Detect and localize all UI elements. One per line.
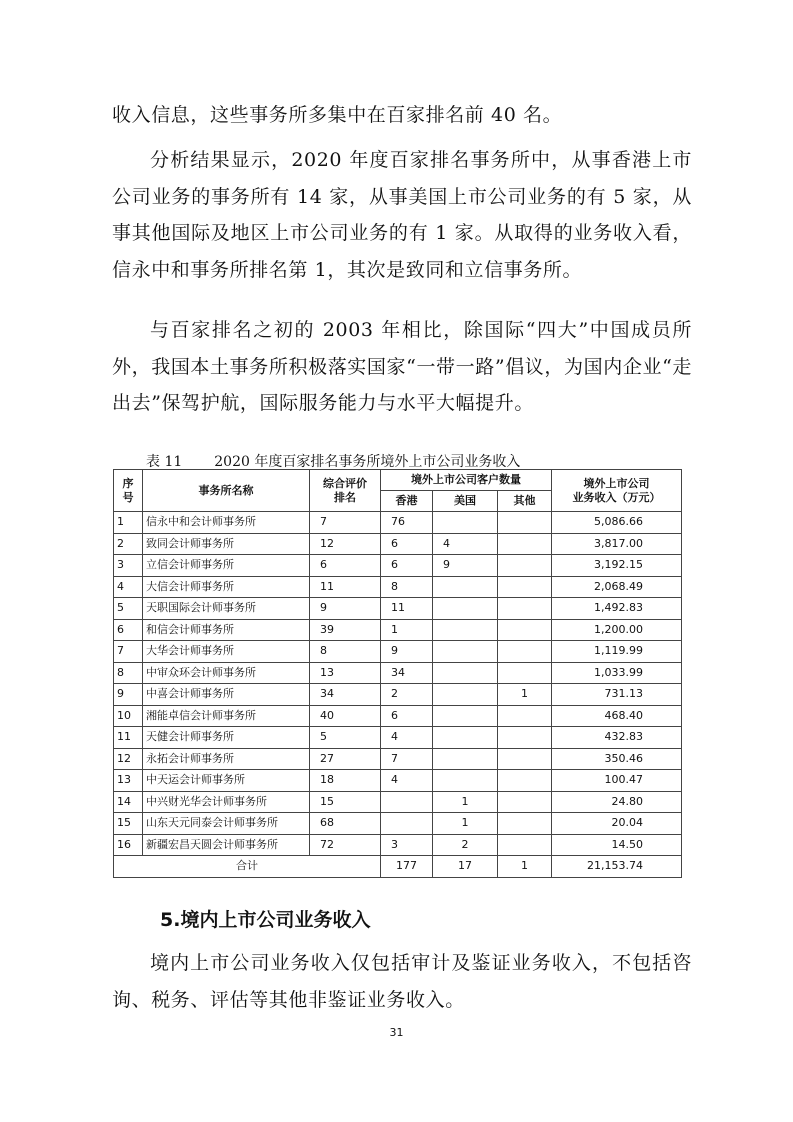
header-revenue-bottom: 业务收入（万元） — [572, 490, 661, 504]
cell-firm: 天健会计师事务所 — [143, 727, 310, 749]
cell-firm: 大信会计师事务所 — [143, 576, 310, 598]
cell-revenue: 100.47 — [552, 770, 682, 792]
table-row — [114, 834, 682, 856]
header-revenue — [552, 470, 682, 512]
cell-revenue: 3,192.15 — [552, 555, 682, 577]
header-us: 美国 — [433, 491, 498, 512]
header-revenue-top: 境外上市公司 — [583, 476, 650, 490]
cell-firm: 中喜会计师事务所 — [143, 684, 310, 706]
overseas-revenue-table — [113, 469, 682, 878]
cell-us — [433, 619, 498, 641]
cell-rank: 7 — [310, 512, 381, 534]
cell-rank: 12 — [310, 533, 381, 555]
table-caption-number: 表 11 — [146, 454, 183, 470]
cell-other — [498, 834, 552, 856]
cell-revenue: 1,492.83 — [552, 598, 682, 620]
cell-revenue: 3,817.00 — [552, 533, 682, 555]
table-row — [114, 770, 682, 792]
cell-rank: 40 — [310, 705, 381, 727]
cell-us: 1 — [433, 791, 498, 813]
header-hk: 香港 — [381, 491, 433, 512]
cell-us — [433, 598, 498, 620]
header-firm: 事务所名称 — [143, 470, 310, 512]
cell-seq: 10 — [114, 705, 143, 727]
header-rank-top: 综合评价 — [323, 476, 367, 490]
cell-us — [433, 641, 498, 663]
cell-rank: 8 — [310, 641, 381, 663]
cell-hk: 7 — [381, 748, 433, 770]
total-hk: 177 — [381, 856, 433, 878]
cell-other — [498, 705, 552, 727]
cell-firm: 永拓会计师事务所 — [143, 748, 310, 770]
cell-revenue: 350.46 — [552, 748, 682, 770]
cell-other — [498, 770, 552, 792]
cell-rank: 68 — [310, 813, 381, 835]
paragraph-3: 与百家排名之初的 2003 年相比，除国际“四大”中国成员所外，我国本土事务所积极落实国家“一带一路”倡议，为国内企业“走出去”保驾护航，国际服务能力与水平大幅提升。 — [112, 319, 692, 414]
cell-hk: 8 — [381, 576, 433, 598]
cell-revenue: 432.83 — [552, 727, 682, 749]
cell-other — [498, 748, 552, 770]
cell-firm: 中天运会计师事务所 — [143, 770, 310, 792]
table-row — [114, 598, 682, 620]
cell-firm: 致同会计师事务所 — [143, 533, 310, 555]
cell-rank: 5 — [310, 727, 381, 749]
cell-seq: 8 — [114, 662, 143, 684]
cell-seq: 12 — [114, 748, 143, 770]
total-other: 1 — [498, 856, 552, 878]
cell-firm: 立信会计师事务所 — [143, 555, 310, 577]
cell-seq: 15 — [114, 813, 143, 835]
cell-us — [433, 662, 498, 684]
cell-firm: 湘能卓信会计师事务所 — [143, 705, 310, 727]
cell-revenue: 20.04 — [552, 813, 682, 835]
header-rank — [310, 470, 381, 512]
cell-firm: 信永中和会计师事务所 — [143, 512, 310, 534]
cell-revenue: 1,200.00 — [552, 619, 682, 641]
cell-seq: 9 — [114, 684, 143, 706]
cell-revenue: 1,033.99 — [552, 662, 682, 684]
table-caption-title: 2020 年度百家排名事务所境外上市公司业务收入 — [214, 454, 521, 470]
cell-rank: 6 — [310, 555, 381, 577]
cell-firm: 新疆宏昌天圆会计师事务所 — [143, 834, 310, 856]
cell-hk — [381, 813, 433, 835]
cell-rank: 39 — [310, 619, 381, 641]
paragraph-4: 境内上市公司业务收入仅包括审计及鉴证业务收入，不包括咨询、税务、评估等其他非鉴证业务收入。 — [112, 952, 692, 1011]
cell-other — [498, 512, 552, 534]
cell-firm: 和信会计师事务所 — [143, 619, 310, 641]
cell-us — [433, 684, 498, 706]
page-number: 31 — [389, 1026, 404, 1039]
table-row — [114, 684, 682, 706]
cell-other — [498, 619, 552, 641]
total-label: 合计 — [114, 856, 381, 878]
cell-us: 1 — [433, 813, 498, 835]
cell-seq: 2 — [114, 533, 143, 555]
table-row — [114, 619, 682, 641]
cell-seq: 4 — [114, 576, 143, 598]
cell-us: 2 — [433, 834, 498, 856]
header-seq-top: 序 — [122, 476, 134, 490]
cell-hk: 6 — [381, 705, 433, 727]
cell-us: 4 — [433, 533, 498, 555]
cell-seq: 1 — [114, 512, 143, 534]
section-heading: 5.境内上市公司业务收入 — [160, 909, 371, 931]
cell-rank: 11 — [310, 576, 381, 598]
table-row — [114, 813, 682, 835]
cell-hk: 2 — [381, 684, 433, 706]
cell-revenue: 24.80 — [552, 791, 682, 813]
cell-revenue: 2,068.49 — [552, 576, 682, 598]
table-row — [114, 533, 682, 555]
cell-hk: 1 — [381, 619, 433, 641]
cell-other — [498, 576, 552, 598]
cell-revenue: 5,086.66 — [552, 512, 682, 534]
cell-other — [498, 662, 552, 684]
table-row — [114, 727, 682, 749]
cell-seq: 6 — [114, 619, 143, 641]
cell-hk: 3 — [381, 834, 433, 856]
cell-firm: 中兴财光华会计师事务所 — [143, 791, 310, 813]
cell-hk: 76 — [381, 512, 433, 534]
cell-revenue: 1,119.99 — [552, 641, 682, 663]
cell-other — [498, 555, 552, 577]
cell-revenue: 731.13 — [552, 684, 682, 706]
cell-other — [498, 533, 552, 555]
cell-other — [498, 791, 552, 813]
cell-rank: 27 — [310, 748, 381, 770]
cell-seq: 3 — [114, 555, 143, 577]
cell-seq: 16 — [114, 834, 143, 856]
header-seq-bottom: 号 — [122, 490, 134, 504]
table-row — [114, 512, 682, 534]
header-clients-group: 境外上市公司客户数量 — [381, 470, 552, 491]
table-row — [114, 705, 682, 727]
cell-seq: 5 — [114, 598, 143, 620]
table-row — [114, 662, 682, 684]
cell-hk — [381, 791, 433, 813]
cell-other — [498, 641, 552, 663]
table-row — [114, 641, 682, 663]
cell-rank: 18 — [310, 770, 381, 792]
paragraph-1: 收入信息，这些事务所多集中在百家排名前 40 名。 — [112, 104, 563, 126]
cell-revenue: 468.40 — [552, 705, 682, 727]
cell-firm: 中审众环会计师事务所 — [143, 662, 310, 684]
cell-rank: 15 — [310, 791, 381, 813]
cell-rank: 72 — [310, 834, 381, 856]
cell-rank: 13 — [310, 662, 381, 684]
cell-firm: 山东天元同泰会计师事务所 — [143, 813, 310, 835]
cell-seq: 13 — [114, 770, 143, 792]
table-row — [114, 576, 682, 598]
cell-hk: 6 — [381, 555, 433, 577]
cell-other — [498, 813, 552, 835]
table-row — [114, 555, 682, 577]
cell-seq: 14 — [114, 791, 143, 813]
total-us: 17 — [433, 856, 498, 878]
cell-us — [433, 512, 498, 534]
cell-firm: 天职国际会计师事务所 — [143, 598, 310, 620]
cell-us — [433, 705, 498, 727]
table-caption — [146, 451, 520, 471]
cell-other: 1 — [498, 684, 552, 706]
header-seq — [114, 470, 143, 512]
cell-rank: 34 — [310, 684, 381, 706]
cell-us — [433, 748, 498, 770]
cell-us — [433, 727, 498, 749]
cell-hk: 9 — [381, 641, 433, 663]
cell-revenue: 14.50 — [552, 834, 682, 856]
table-row — [114, 748, 682, 770]
cell-seq: 11 — [114, 727, 143, 749]
cell-hk: 4 — [381, 770, 433, 792]
header-other: 其他 — [498, 491, 552, 512]
cell-us — [433, 770, 498, 792]
cell-hk: 34 — [381, 662, 433, 684]
cell-hk: 6 — [381, 533, 433, 555]
paragraph-2: 分析结果显示，2020 年度百家排名事务所中，从事香港上市公司业务的事务所有 14 家，从事美国上市公司业务的有 5 家，从事其他国际及地区上市公司业务的有 1 家。从取得的业务收入看，信永中和事务所排名第 1，其次是致同和立信事务所。 — [112, 149, 692, 281]
cell-other — [498, 598, 552, 620]
cell-seq: 7 — [114, 641, 143, 663]
cell-hk: 11 — [381, 598, 433, 620]
cell-other — [498, 727, 552, 749]
table-total-row — [114, 856, 682, 878]
cell-us: 9 — [433, 555, 498, 577]
header-rank-bottom: 排名 — [334, 490, 356, 504]
table-row — [114, 791, 682, 813]
cell-rank: 9 — [310, 598, 381, 620]
cell-hk: 4 — [381, 727, 433, 749]
total-revenue: 21,153.74 — [552, 856, 682, 878]
cell-us — [433, 576, 498, 598]
cell-firm: 大华会计师事务所 — [143, 641, 310, 663]
